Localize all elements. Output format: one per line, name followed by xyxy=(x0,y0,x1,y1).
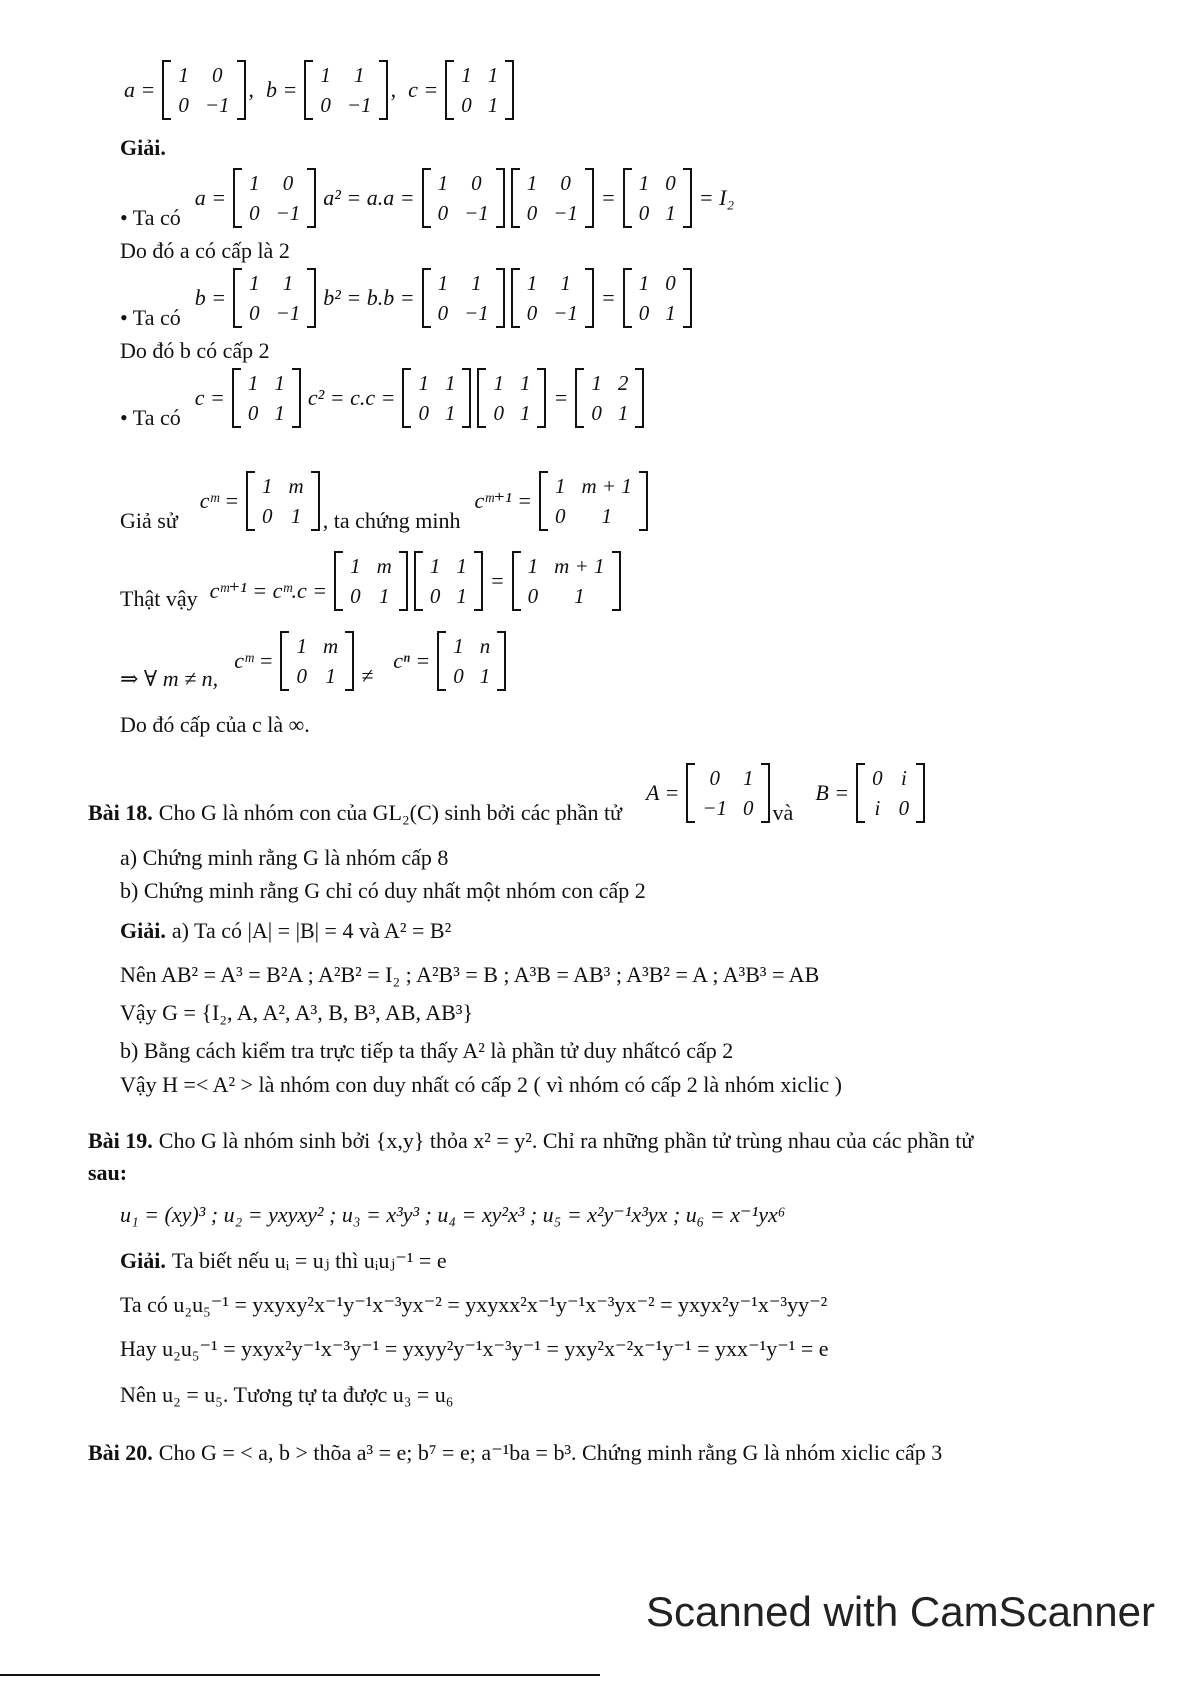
bai19-nen: Nên u₂ = u₅. Tương tự ta được u₃ = u₆ xyxy=(120,1382,454,1407)
bai19-taco: Ta có u₂u₅⁻¹ = yxyxy²x⁻¹y⁻¹x⁻³yx⁻² = yxyxx²x⁻¹y⁻¹x⁻³yx⁻² = yxyx²y⁻¹x⁻³yy⁻² xyxy=(120,1292,828,1317)
matrix-cell: 1 xyxy=(479,664,491,688)
matrix-b2-left xyxy=(422,268,505,328)
a-step-line xyxy=(120,165,738,231)
matrix-cell: 1 xyxy=(519,371,531,395)
matrix-cell: 2 xyxy=(617,371,629,395)
matrix-cell: 1 xyxy=(274,371,285,395)
matrix-cell: 1 xyxy=(519,401,531,425)
matrix-cell: m xyxy=(288,474,304,498)
matrix-cell: 1 xyxy=(350,554,361,578)
bai19-giai: Giải. xyxy=(120,1248,166,1273)
matrix-cell: 0 xyxy=(320,93,331,117)
matrix-cell: 1 xyxy=(665,301,676,325)
bai19-hay: Hay u₂u₅⁻¹ = yxyx²y⁻¹x⁻³y⁻¹ = yxyy²y⁻¹x⁻³y⁻¹ = yxy²x⁻²x⁻¹y⁻¹ = yxx⁻¹y⁻¹ = e xyxy=(120,1336,829,1361)
matrix-cell: 1 xyxy=(601,504,612,528)
matrix-cell: −1 xyxy=(275,201,301,225)
a-label: a = xyxy=(124,77,156,102)
matrix-cell: 1 xyxy=(461,63,472,87)
matrix-cell: 0 xyxy=(665,271,676,295)
matrix-cell: 0 xyxy=(461,93,472,117)
matrix-c-step xyxy=(232,368,301,428)
b-label: b = xyxy=(266,77,298,102)
matrix-cell: 1 xyxy=(178,63,189,87)
matrix-cell: 1 xyxy=(638,171,650,195)
matrix-cell: 1 xyxy=(456,584,467,608)
matrix-forall-cn xyxy=(437,631,506,691)
bai18-sol-a: a) Ta có |A| = |B| = 4 và A² = B² xyxy=(171,918,452,943)
matrix-cell: 1 xyxy=(471,271,482,295)
matrix-B xyxy=(856,763,925,823)
matrix-cell: 1 xyxy=(493,371,504,395)
matrix-cell: −1 xyxy=(702,796,728,820)
bai18-giai: Giải. xyxy=(120,918,166,943)
bottom-rule xyxy=(0,1674,600,1676)
matrix-a xyxy=(162,60,245,120)
matrix-cell: 1 xyxy=(453,634,464,658)
bai20-line xyxy=(88,1440,942,1466)
matrix-cell: 0 xyxy=(453,664,464,688)
bai18-sol-a-line xyxy=(120,918,451,944)
matrix-cell: i xyxy=(900,766,907,790)
matrix-cell: 0 xyxy=(296,664,307,688)
c2-label: c² = c.c = xyxy=(307,385,396,410)
matrix-cell: 1 xyxy=(487,93,499,117)
matrix-c xyxy=(445,60,514,120)
bai19-line xyxy=(88,1128,973,1154)
matrix-cell: 0 xyxy=(178,93,189,117)
indeed-expr: cᵐ⁺¹ = cᵐ.c = xyxy=(209,578,328,603)
b-step-label: b = xyxy=(194,285,227,310)
bai19-text: Cho G là nhóm sinh bởi {x,y} thỏa x² = y². Chỉ ra những phần tử trùng nhau của các phần tử xyxy=(158,1128,974,1153)
matrix-cell: 0 xyxy=(249,201,260,225)
matrix-b-step xyxy=(233,268,316,328)
matrix-cell: 0 xyxy=(709,766,720,790)
matrix-cell: i xyxy=(874,796,881,820)
matrix-cell: 1 xyxy=(282,271,294,295)
matrix-cell: 1 xyxy=(591,371,602,395)
a-step-label: a = xyxy=(194,185,227,210)
matrix-cell: 1 xyxy=(429,554,441,578)
matrix-cell: 0 xyxy=(249,301,260,325)
bai18-qa: a) Chứng minh rằng G là nhóm cấp 8 xyxy=(120,845,449,870)
matrix-cell: 0 xyxy=(211,63,223,87)
matrix-cell: 1 xyxy=(560,271,571,295)
a2-label: a² = a.a = xyxy=(323,185,415,210)
matrix-cell: 0 xyxy=(638,301,650,325)
matrix-b xyxy=(304,60,387,120)
matrix-cell: 1 xyxy=(437,271,449,295)
matrix-cell: −1 xyxy=(204,93,230,117)
matrix-cell: 1 xyxy=(526,271,538,295)
matrix-cell: 0 xyxy=(638,201,650,225)
bai18-nen: Nên AB² = A³ = B²A ; A²B² = I₂ ; A²B³ = B ; A³B = AB³ ; A³B² = A ; A³B³ = AB xyxy=(120,962,820,987)
forall-cn-label: cⁿ = xyxy=(393,648,431,673)
bai20-title: Bài 20. xyxy=(88,1440,153,1465)
matrix-cell: m xyxy=(322,634,339,658)
c-step-line xyxy=(120,365,647,431)
cm1-label: cᵐ⁺¹ = xyxy=(474,488,533,513)
matrix-cell: 1 xyxy=(320,63,331,87)
matrix-cell: 0 xyxy=(898,796,910,820)
bai18-text: Cho G là nhóm con của GL₂(C) sinh bởi các phần tử xyxy=(158,800,622,825)
matrix-cell: 1 xyxy=(249,171,260,195)
matrix-cell: 0 xyxy=(743,796,754,820)
matrix-cell: 0 xyxy=(526,301,538,325)
eq-sign: = xyxy=(553,385,569,410)
matrix-cell: 1 xyxy=(437,171,449,195)
a-conclusion: Do đó a có cấp là 2 xyxy=(120,238,290,263)
matrix-cell: 1 xyxy=(487,63,499,87)
matrix-cell: 1 xyxy=(665,201,676,225)
matrix-A xyxy=(686,763,769,823)
matrix-cell: 1 xyxy=(296,634,307,658)
matrix-cell: 1 xyxy=(574,584,585,608)
b-step-prefix: • Ta có xyxy=(120,305,181,330)
matrix-b2-right xyxy=(511,268,594,328)
eq-sign: = xyxy=(600,185,616,210)
bai19-text2: sau: xyxy=(88,1160,128,1185)
matrix-cell: 0 xyxy=(471,171,482,195)
identity-tail: = I₂ xyxy=(698,185,735,210)
indeed-line xyxy=(120,550,624,612)
definitions-line xyxy=(120,60,517,120)
c-step-label: c = xyxy=(194,385,225,410)
cm-label: cᵐ = xyxy=(199,488,240,513)
matrix-cell: 0 xyxy=(493,401,504,425)
matrix-cell: 0 xyxy=(282,171,294,195)
neq-sign: ≠ xyxy=(361,663,374,688)
matrix-cell: −1 xyxy=(346,93,372,117)
camscanner-watermark: Scanned with CamScanner xyxy=(646,1588,1155,1635)
matrix-cm1 xyxy=(539,471,648,531)
matrix-cell: 1 xyxy=(262,474,273,498)
bai19-know-line xyxy=(120,1248,447,1274)
matrix-cell: m + 1 xyxy=(554,554,605,578)
matrix-cell: 0 xyxy=(418,401,429,425)
eq-sign: = xyxy=(489,568,505,593)
matrix-cell: 0 xyxy=(350,584,361,608)
a-step-prefix: • Ta có xyxy=(120,205,181,230)
and-word: và xyxy=(772,800,794,825)
matrix-cell: 1 xyxy=(353,63,365,87)
assume-mid: , ta chứng minh xyxy=(322,508,461,533)
matrix-cm xyxy=(246,471,320,531)
matrix-indeed-right xyxy=(414,551,483,611)
matrix-cell: 0 xyxy=(437,201,449,225)
c-label: c = xyxy=(408,77,439,102)
bai18-sol-b: b) Bằng cách kiểm tra trực tiếp ta thấy A² là phần tử duy nhấtcó cấp 2 xyxy=(120,1038,734,1063)
matrix-cell: 1 xyxy=(526,171,538,195)
matrix-cell: 1 xyxy=(555,474,566,498)
forall-cm-label: cᵐ = xyxy=(234,648,274,673)
matrix-a-step xyxy=(233,168,316,228)
b-step-line xyxy=(120,265,695,331)
matrix-cell: 0 xyxy=(527,584,539,608)
bai18-line xyxy=(88,760,928,826)
matrix-cell: 1 xyxy=(444,371,456,395)
matrix-cell: 1 xyxy=(444,401,456,425)
assume-line xyxy=(120,468,651,534)
B-label: B = xyxy=(815,780,850,805)
matrix-cell: −1 xyxy=(275,301,301,325)
bai18-title: Bài 18. xyxy=(88,800,153,825)
matrix-cell: 0 xyxy=(437,301,449,325)
matrix-c2-left xyxy=(402,368,471,428)
matrix-c2-result xyxy=(575,368,644,428)
matrix-cell: 1 xyxy=(527,554,539,578)
forall-prefix: ⇒ ∀ m ≠ n, xyxy=(120,666,219,691)
matrix-cell: 1 xyxy=(378,584,390,608)
bai19-know: Ta biết nếu uᵢ = uⱼ thì uᵢuⱼ⁻¹ = e xyxy=(171,1248,447,1273)
matrix-a2-left xyxy=(422,168,505,228)
b2-label: b² = b.b = xyxy=(323,285,415,310)
matrix-cell: 0 xyxy=(872,766,883,790)
matrix-cell: 1 xyxy=(325,664,336,688)
bai18-vay2: Vậy H =< A² > là nhóm con duy nhất có cấp 2 ( vì nhóm có cấp 2 là nhóm xiclic ) xyxy=(120,1072,842,1097)
matrix-cell: 0 xyxy=(665,171,676,195)
matrix-cell: n xyxy=(479,634,491,658)
bai19-elems: u₁ = (xy)³ ; u₂ = yxyxy² ; u₃ = x³y³ ; u₄ = xy²x³ ; u₅ = x²y⁻¹x³yx ; u₆ = x⁻¹yx⁶ xyxy=(120,1202,786,1227)
matrix-a2-right xyxy=(511,168,594,228)
matrix-cell: 1 xyxy=(638,271,650,295)
matrix-cell: −1 xyxy=(464,201,489,225)
matrix-indeed-left xyxy=(334,551,408,611)
matrix-cell: 0 xyxy=(555,504,566,528)
matrix-cell: 0 xyxy=(526,201,538,225)
sep: , xyxy=(390,77,397,102)
bai20-text: Cho G = < a, b > thõa a³ = e; b⁷ = e; a⁻¹ba = b³. Chứng minh rằng G là nhóm xiclic cấp 3 xyxy=(158,1440,943,1465)
bai18-qb: b) Chứng minh rằng G chỉ có duy nhất một nhóm con cấp 2 xyxy=(120,878,646,903)
matrix-cell: −1 xyxy=(553,201,578,225)
eq-sign: = xyxy=(600,285,616,310)
matrix-cell: 1 xyxy=(456,554,467,578)
matrix-cell: 1 xyxy=(743,766,754,790)
bai18-vay: Vậy G = {I₂, A, A², A³, B, B³, AB, AB³} xyxy=(120,1000,474,1025)
indeed-prefix: Thật vậy xyxy=(120,586,198,611)
A-label: A = xyxy=(645,780,680,805)
matrix-cell: −1 xyxy=(464,301,489,325)
giai-heading: Giải. xyxy=(120,135,166,160)
matrix-b2-result xyxy=(623,268,692,328)
matrix-cell: 1 xyxy=(418,371,429,395)
matrix-cell: 1 xyxy=(617,401,629,425)
forall-line xyxy=(120,630,509,692)
matrix-indeed-result xyxy=(512,551,621,611)
matrix-forall-cm xyxy=(280,631,354,691)
matrix-cell: 0 xyxy=(560,171,571,195)
matrix-cell: 1 xyxy=(249,271,260,295)
sep: , xyxy=(248,77,255,102)
matrix-cell: 0 xyxy=(247,401,259,425)
assume-prefix: Giả sử xyxy=(120,508,178,533)
c-step-prefix: • Ta có xyxy=(120,405,181,430)
matrix-cell: 1 xyxy=(247,371,259,395)
bai19-title: Bài 19. xyxy=(88,1128,153,1153)
matrix-cell: −1 xyxy=(553,301,578,325)
matrix-cell: 0 xyxy=(591,401,602,425)
matrix-c2-right xyxy=(477,368,546,428)
matrix-cell: 1 xyxy=(274,401,285,425)
b-conclusion: Do đó b có cấp 2 xyxy=(120,338,270,363)
matrix-a2-result xyxy=(623,168,692,228)
c-conclusion: Do đó cấp của c là ∞. xyxy=(120,712,310,737)
matrix-cell: m xyxy=(376,554,392,578)
matrix-cell: 1 xyxy=(290,504,302,528)
matrix-cell: 0 xyxy=(429,584,441,608)
matrix-cell: m + 1 xyxy=(581,474,632,498)
matrix-cell: 0 xyxy=(262,504,273,528)
